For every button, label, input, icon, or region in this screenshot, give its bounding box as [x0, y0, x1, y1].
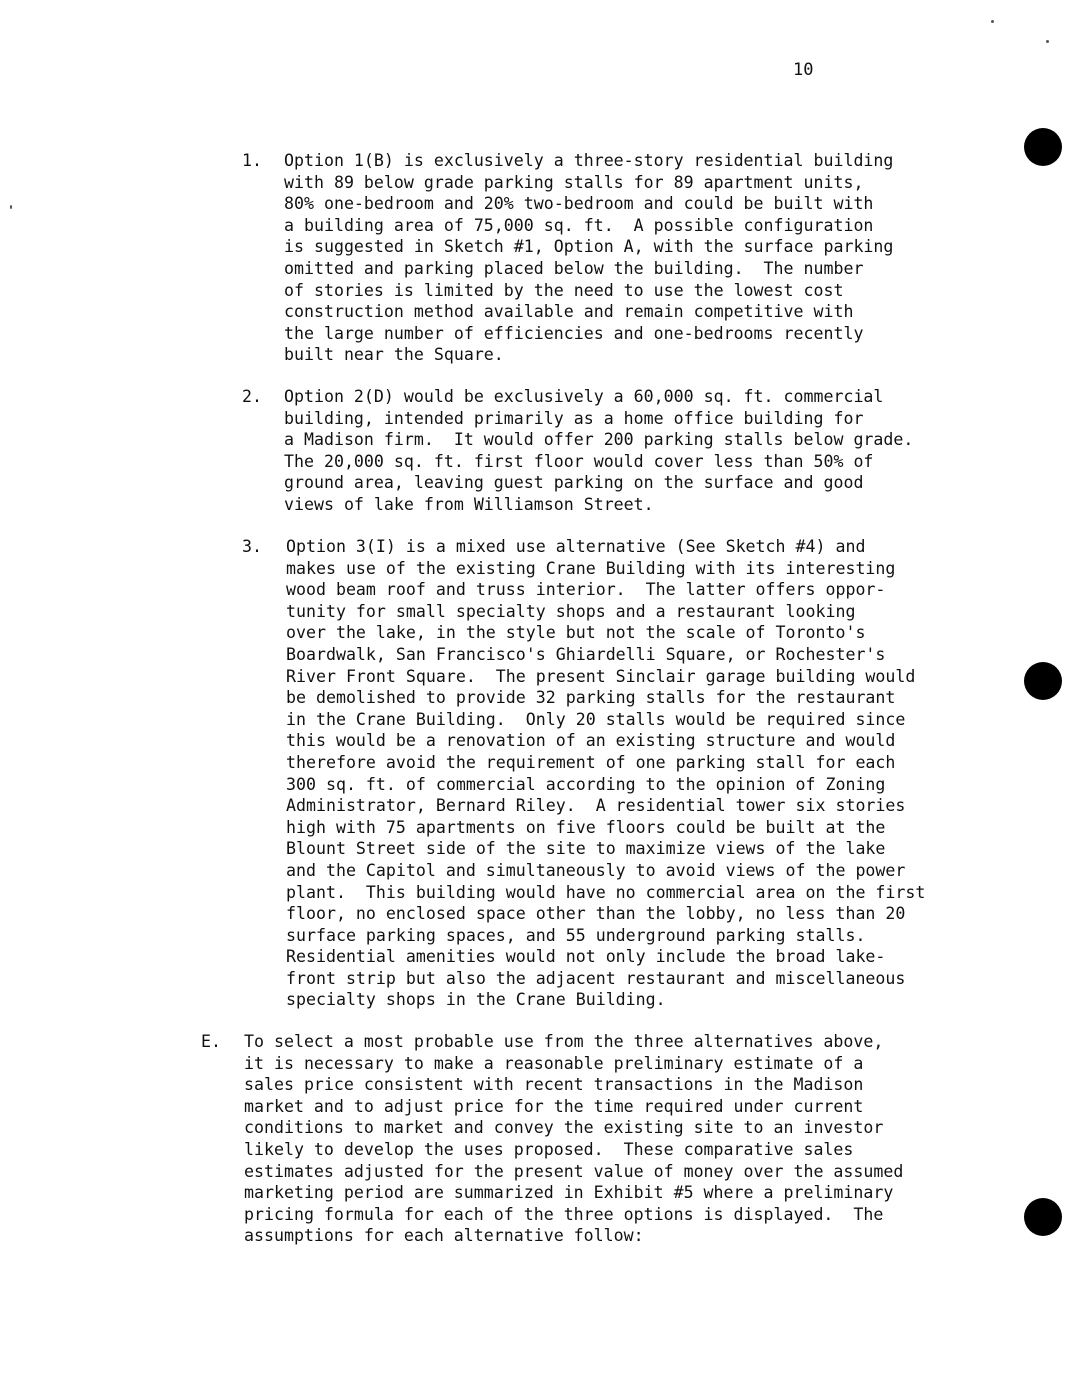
text-line: of stories is limited by the need to use the lowest cost: [284, 280, 844, 300]
text-line: therefore avoid the requirement of one parking stall for each: [286, 752, 896, 772]
text-line: in the Crane Building. Only 20 stalls would be required since: [286, 709, 906, 729]
text-line: Administrator, Bernard Riley. A residential tower six stories: [286, 796, 906, 816]
item-marker: 3.: [242, 537, 262, 556]
text-line: market and to adjust price for the time required under current: [244, 1096, 864, 1116]
text-line: pricing formula for each of the three options is displayed. The: [244, 1204, 884, 1224]
text-line: 300 sq. ft. of commercial according to the opinion of Zoning: [286, 774, 886, 794]
text-line: Blount Street side of the site to maximize views of the lake: [286, 839, 886, 859]
text-line: assumptions for each alternative follow:: [244, 1226, 644, 1246]
text-line: likely to develop the uses proposed. These comparative sales: [244, 1139, 854, 1159]
text-line: tunity for small specialty shops and a restaurant looking: [286, 601, 856, 621]
text-line: Option 3(I) is a mixed use alternative (See Sketch #4) and: [286, 537, 866, 556]
text-line: be demolished to provide 32 parking stalls for the restaurant: [286, 688, 896, 708]
text-line: over the lake, in the style but not the scale of Toronto's: [286, 623, 866, 643]
text-line: it is necessary to make a reasonable preliminary estimate of a: [244, 1053, 864, 1073]
item-marker: 2.: [242, 387, 262, 406]
item-text: [284, 150, 893, 366]
item-text: [286, 536, 925, 1011]
text-line: specialty shops in the Crane Building.: [286, 990, 666, 1010]
item-marker: E.: [201, 1032, 221, 1051]
scan-speck: [1046, 40, 1049, 43]
item-text: [284, 386, 913, 516]
text-line: views of lake from Williamson Street.: [284, 494, 654, 514]
text-line: conditions to market and convey the existing site to an investor: [244, 1118, 884, 1138]
text-line: ground area, leaving guest parking on the surface and good: [284, 473, 864, 493]
text-line: Residential amenities would not only include the broad lake-: [286, 947, 886, 967]
text-line: surface parking spaces, and 55 underground parking stalls.: [286, 925, 866, 945]
scan-speck: [991, 20, 994, 23]
text-line: this would be a renovation of an existing structure and would: [286, 731, 896, 751]
text-line: built near the Square.: [284, 345, 504, 365]
text-line: wood beam roof and truss interior. The latter offers oppor-: [286, 580, 886, 600]
scan-speck: [10, 205, 12, 209]
text-line: River Front Square. The present Sinclair garage building would: [286, 666, 916, 686]
text-line: Option 1(B) is exclusively a three-story residential building: [284, 151, 894, 170]
text-line: floor, no enclosed space other than the lobby, no less than 20: [286, 904, 906, 924]
text-line: is suggested in Sketch #1, Option A, with the surface parking: [284, 237, 894, 257]
punch-hole-top: [1024, 128, 1062, 166]
text-line: To select a most probable use from the three alternatives above,: [244, 1032, 884, 1051]
text-line: with 89 below grade parking stalls for 89 apartment units,: [284, 172, 864, 192]
text-line: a building area of 75,000 sq. ft. A possible configuration: [284, 215, 874, 235]
page-number: 10: [793, 60, 814, 80]
text-line: Option 2(D) would be exclusively a 60,000 sq. ft. commercial: [284, 387, 884, 406]
text-line: building, intended primarily as a home office building for: [284, 408, 864, 428]
text-line: sales price consistent with recent transactions in the Madison: [244, 1075, 864, 1095]
text-line: 80% one-bedroom and 20% two-bedroom and could be built with: [284, 194, 874, 214]
text-line: front strip but also the adjacent restaurant and miscellaneous: [286, 968, 906, 988]
text-line: Boardwalk, San Francisco's Ghiardelli Square, or Rochester's: [286, 644, 886, 664]
text-line: The 20,000 sq. ft. first floor would cover less than 50% of: [284, 451, 874, 471]
text-line: makes use of the existing Crane Building with its interesting: [286, 558, 896, 578]
item-marker: 1.: [242, 151, 262, 170]
text-line: a Madison firm. It would offer 200 parking stalls below grade.: [284, 430, 914, 450]
text-line: high with 75 apartments on five floors could be built at the: [286, 817, 886, 837]
punch-hole-bottom: [1024, 1198, 1062, 1236]
text-line: construction method available and remain competitive with: [284, 302, 854, 322]
text-line: omitted and parking placed below the building. The number: [284, 258, 864, 278]
text-line: marketing period are summarized in Exhibit #5 where a preliminary: [244, 1183, 894, 1203]
punch-hole-middle: [1024, 662, 1062, 700]
text-line: and the Capitol and simultaneously to avoid views of the power: [286, 860, 906, 880]
item-text: [244, 1031, 903, 1247]
text-line: estimates adjusted for the present value of money over the assumed: [244, 1161, 904, 1181]
text-line: plant. This building would have no commercial area on the first: [286, 882, 926, 902]
text-line: the large number of efficiencies and one-bedrooms recently: [284, 323, 864, 343]
